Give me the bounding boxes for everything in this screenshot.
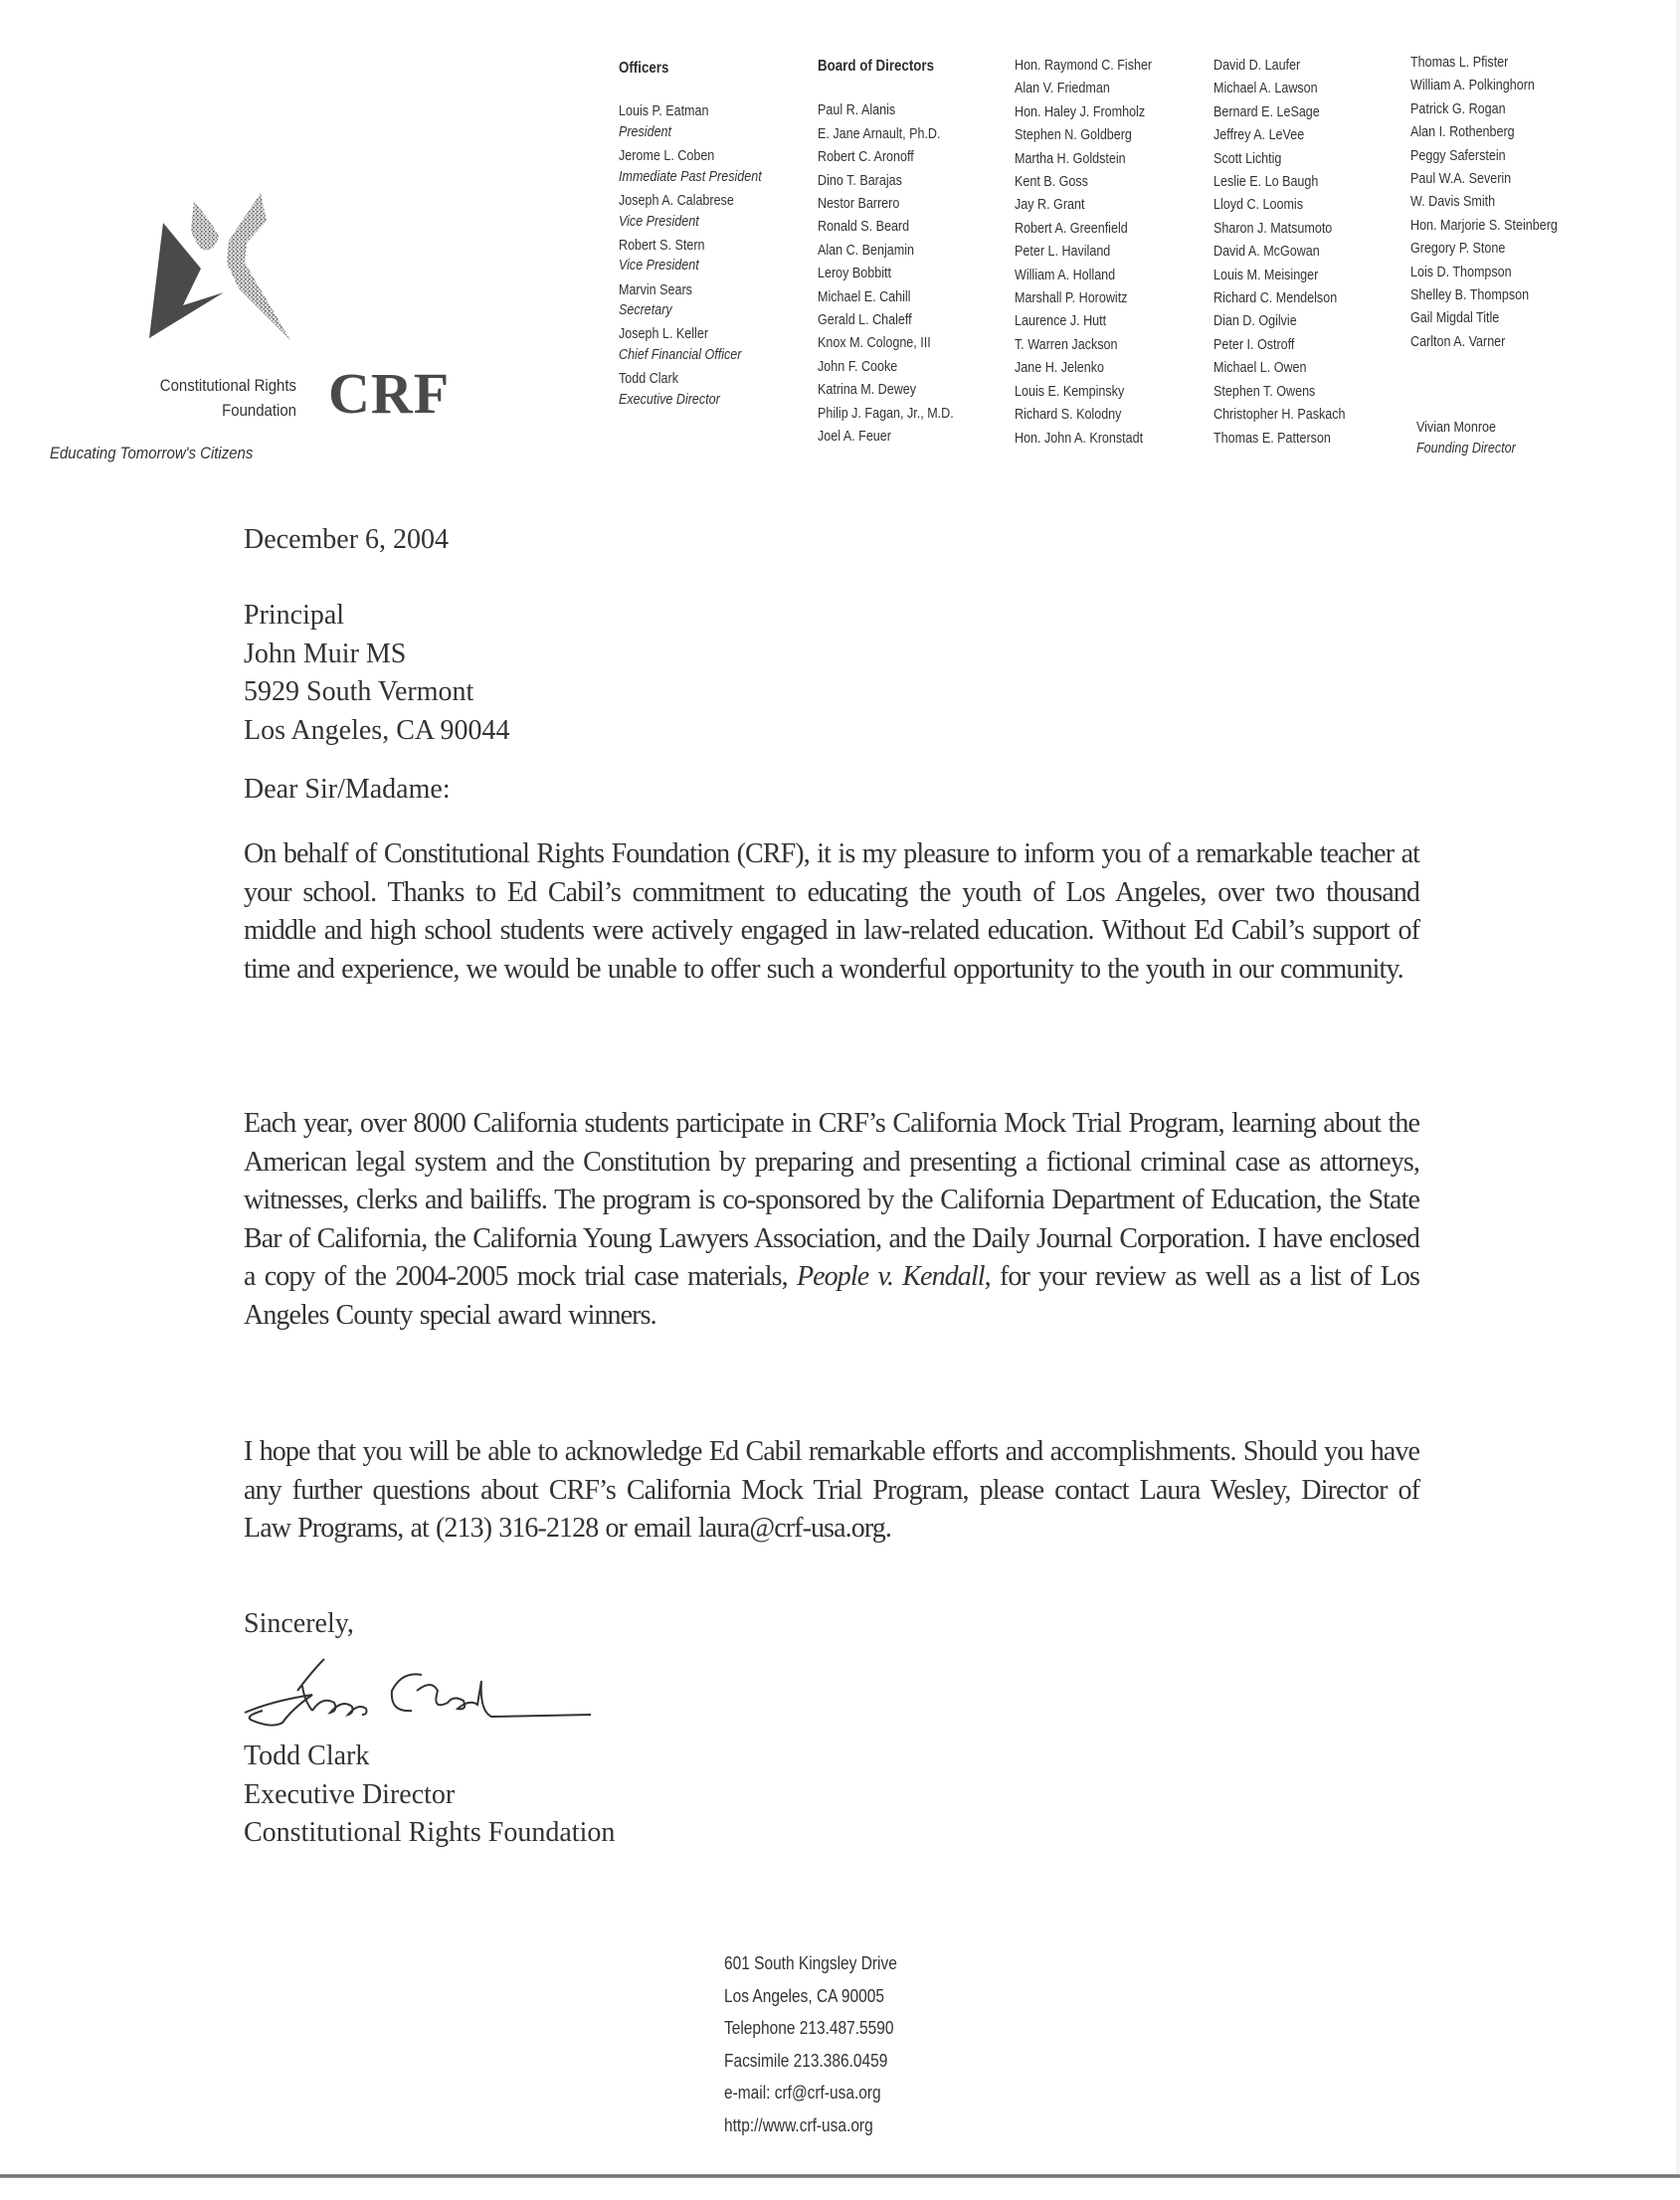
paragraph-text: , for your review as well as a list of Los Angeles County special award winners. xyxy=(244,1261,1419,1331)
board-column-3 xyxy=(1213,55,1346,451)
board-member-name: Carlton A. Varner xyxy=(1410,333,1506,350)
body-paragraph-2 xyxy=(244,1105,1419,1335)
signer-organization: Constitutional Rights Foundation xyxy=(244,1817,616,1848)
board-member-name: Hon. Raymond C. Fisher xyxy=(1015,58,1153,74)
board-member-name: Kent B. Goss xyxy=(1015,174,1088,191)
footer-website: http://www.crf-usa.org xyxy=(724,2114,873,2135)
board-member-name: Scott Lichtig xyxy=(1213,150,1282,167)
board-member-name: Alan I. Rothenberg xyxy=(1410,124,1515,141)
org-name-line2: Foundation xyxy=(222,401,296,420)
officer-entry xyxy=(619,101,762,142)
officer-entry xyxy=(619,280,762,321)
board-member-name: Robert A. Greenfield xyxy=(1015,220,1128,237)
board-member-name: Bernard E. LeSage xyxy=(1213,103,1320,120)
founder-name: Vivian Monroe xyxy=(1416,420,1497,436)
board-member-name: W. Davis Smith xyxy=(1410,194,1496,211)
board-member-name: Michael L. Owen xyxy=(1213,360,1307,377)
board-member-name: Leslie E. Lo Baugh xyxy=(1213,174,1319,191)
officer-entry xyxy=(619,369,762,410)
crf-acronym-mark: CRF xyxy=(328,361,451,426)
officer-entry xyxy=(619,191,762,232)
officer-name: Robert S. Stern xyxy=(619,237,705,254)
founder-role: Founding Director xyxy=(1416,441,1516,457)
board-member-name: Hon. John A. Kronstadt xyxy=(1015,430,1144,447)
footer-city: Los Angeles, CA 90005 xyxy=(724,1985,884,2006)
body-paragraph-1: On behalf of Constitutional Rights Foundation (CRF), it is my pleasure to inform you of a remarkable teacher at your school. Thanks to Ed Cabil’s commitment to educating the youth of Los Angeles, over two thousand middle and high school students were actively engaged in law-related education. Without Ed Cabil’s support of time and experience, we would be unable to offer such a wonderful opportunity to the youth in our community. xyxy=(244,838,1419,985)
board-member-name: William A. Polkinghorn xyxy=(1410,78,1535,94)
signer-title: Executive Director xyxy=(244,1778,456,1810)
board-column-1 xyxy=(818,55,954,450)
board-member-name: Alan V. Friedman xyxy=(1015,81,1110,97)
officers-list xyxy=(619,57,762,414)
officer-role: Vice President xyxy=(619,213,699,230)
board-member-name: Hon. Marjorie S. Steinberg xyxy=(1410,217,1558,234)
officer-name: Joseph L. Keller xyxy=(619,326,709,343)
founding-director xyxy=(1416,418,1516,459)
officer-entry xyxy=(619,236,762,276)
board-member-name: Leroy Bobbitt xyxy=(818,266,891,282)
officer-name: Jerome L. Coben xyxy=(619,148,715,165)
board-member-name: Paul W.A. Severin xyxy=(1410,171,1512,188)
officer-role: Vice President xyxy=(619,258,699,275)
board-member-name: T. Warren Jackson xyxy=(1015,336,1118,353)
board-member-name: Louis M. Meisinger xyxy=(1213,267,1319,283)
footer-telephone: Telephone 213.487.5590 xyxy=(724,2018,894,2038)
paragraph-text: Each year, over 8000 California students participate in CRF’s California Mock Trial Program, learning about the American legal system and the Constitution by preparing and presenting a fictional criminal case as attorneys, witnesses, clerks and bailiffs. The program is co-sponsored by the California Department of Education, the State Bar of California, the California Young Lawyers Association, and the Daily Journal Corporation. I have enclosed a copy of the 2004-2005 mock trial case materials, xyxy=(244,1108,1419,1292)
board-member-name: Martha H. Goldstein xyxy=(1015,150,1126,167)
org-name xyxy=(123,373,296,423)
board-member-name: Michael E. Cahill xyxy=(818,288,911,305)
officer-role: President xyxy=(619,124,672,140)
scan-right-margin xyxy=(1676,0,1680,2174)
footer-email: e-mail: crf@crf-usa.org xyxy=(724,2083,881,2103)
board-member-name: Gerald L. Chaleff xyxy=(818,312,912,329)
board-member-name: Knox M. Cologne, III xyxy=(818,335,931,352)
board-member-name: Peter I. Ostroff xyxy=(1213,336,1295,353)
board-member-name: Stephen N. Goldberg xyxy=(1015,127,1132,144)
officer-name: Joseph A. Calabrese xyxy=(619,192,734,209)
officer-name: Marvin Sears xyxy=(619,281,692,298)
board-member-name: Christopher H. Paskach xyxy=(1213,407,1346,424)
board-member-name: Joel A. Feuer xyxy=(818,429,891,446)
salutation: Dear Sir/Madame: xyxy=(244,774,451,805)
board-member-name: Thomas L. Pfister xyxy=(1410,55,1509,71)
board-member-name: Louis E. Kempinsky xyxy=(1015,383,1125,400)
board-column-2 xyxy=(1015,55,1152,451)
recipient-address xyxy=(244,597,510,750)
board-member-name: Gail Migdal Title xyxy=(1410,310,1500,327)
body-paragraph-3: I hope that you will be able to acknowledge Ed Cabil remarkable efforts and accomplishments. Should you have any further questions about CRF’s California Mock Trial Program, please contact Laura Wesley, Director of Law Programs, at (213) 316-2128 or email laura@crf-usa.org. xyxy=(244,1436,1419,1544)
board-member-name: E. Jane Arnault, Ph.D. xyxy=(818,125,941,142)
closing: Sincerely, xyxy=(244,1608,354,1639)
board-member-name: Patrick G. Rogan xyxy=(1410,100,1506,117)
recipient-line: Los Angeles, CA 90044 xyxy=(244,714,510,746)
board-member-name: Robert C. Aronoff xyxy=(818,149,914,166)
footer-contact xyxy=(724,1947,897,2141)
board-member-name: David D. Laufer xyxy=(1213,58,1301,74)
letter-date: December 6, 2004 xyxy=(244,524,450,555)
board-member-name: Thomas E. Patterson xyxy=(1213,430,1331,447)
board-member-name: Alan C. Benjamin xyxy=(818,242,914,259)
signature-icon xyxy=(243,1651,601,1731)
tagline: Educating Tomorrow's Citizens xyxy=(50,444,254,462)
board-member-name: Michael A. Lawson xyxy=(1213,81,1318,97)
case-title: People v. Kendall xyxy=(796,1261,985,1292)
board-member-name: Gregory P. Stone xyxy=(1410,241,1506,258)
officer-entry xyxy=(619,146,762,187)
officer-role: Executive Director xyxy=(619,391,720,408)
signer-name: Todd Clark xyxy=(244,1741,370,1771)
board-member-name: Jane H. Jelenko xyxy=(1015,360,1105,377)
board-member-name: Richard C. Mendelson xyxy=(1213,290,1338,307)
scan-page-edge xyxy=(0,2174,1680,2178)
board-member-name: Hon. Haley J. Fromholz xyxy=(1015,103,1146,120)
board-member-name: Shelley B. Thompson xyxy=(1410,287,1530,304)
board-member-name: Lloyd C. Loomis xyxy=(1213,197,1303,214)
board-member-name: Ronald S. Beard xyxy=(818,219,910,236)
officer-role: Secretary xyxy=(619,302,672,319)
board-member-name: Jeffrey A. LeVee xyxy=(1213,127,1305,144)
board-member-name: Jay R. Grant xyxy=(1015,197,1085,214)
board-member-name: Dian D. Ogilvie xyxy=(1213,313,1297,330)
board-member-name: Richard S. Kolodny xyxy=(1015,407,1122,424)
board-member-name: William A. Holland xyxy=(1015,267,1116,283)
board-heading: Board of Directors xyxy=(818,58,935,75)
footer-facsimile: Facsimile 213.386.0459 xyxy=(724,2050,888,2071)
footer-address: 601 South Kingsley Drive xyxy=(724,1953,897,1973)
board-member-name: David A. McGowan xyxy=(1213,244,1320,261)
board-member-name: John F. Cooke xyxy=(818,358,898,375)
board-member-name: Philip J. Fagan, Jr., M.D. xyxy=(818,405,954,422)
signer-block xyxy=(244,1738,615,1853)
officer-name: Louis P. Eatman xyxy=(619,103,709,120)
board-member-name: Sharon J. Matsumoto xyxy=(1213,220,1333,237)
org-name-line1: Constitutional Rights xyxy=(159,376,296,395)
crf-figure-logo-icon xyxy=(149,191,298,350)
board-member-name: Laurence J. Hutt xyxy=(1015,313,1107,330)
board-member-name: Peter L. Haviland xyxy=(1015,244,1111,261)
officers-heading: Officers xyxy=(619,60,669,77)
officer-role: Immediate Past President xyxy=(619,168,762,185)
recipient-line: Principal xyxy=(244,600,345,631)
board-member-name: Stephen T. Owens xyxy=(1213,383,1316,400)
board-member-name: Lois D. Thompson xyxy=(1410,264,1512,280)
board-member-name: Marshall P. Horowitz xyxy=(1015,290,1128,307)
recipient-line: 5929 South Vermont xyxy=(244,676,474,707)
board-member-name: Paul R. Alanis xyxy=(818,102,896,119)
officer-role: Chief Financial Officer xyxy=(619,346,742,363)
board-member-name: Peggy Saferstein xyxy=(1410,147,1506,164)
board-member-name: Dino T. Barajas xyxy=(818,172,902,189)
officer-entry xyxy=(619,324,762,365)
board-column-4 xyxy=(1410,52,1558,354)
recipient-line: John Muir MS xyxy=(244,638,407,669)
officer-name: Todd Clark xyxy=(619,371,678,388)
board-member-name: Nestor Barrero xyxy=(818,196,900,213)
board-member-name: Katrina M. Dewey xyxy=(818,382,917,399)
